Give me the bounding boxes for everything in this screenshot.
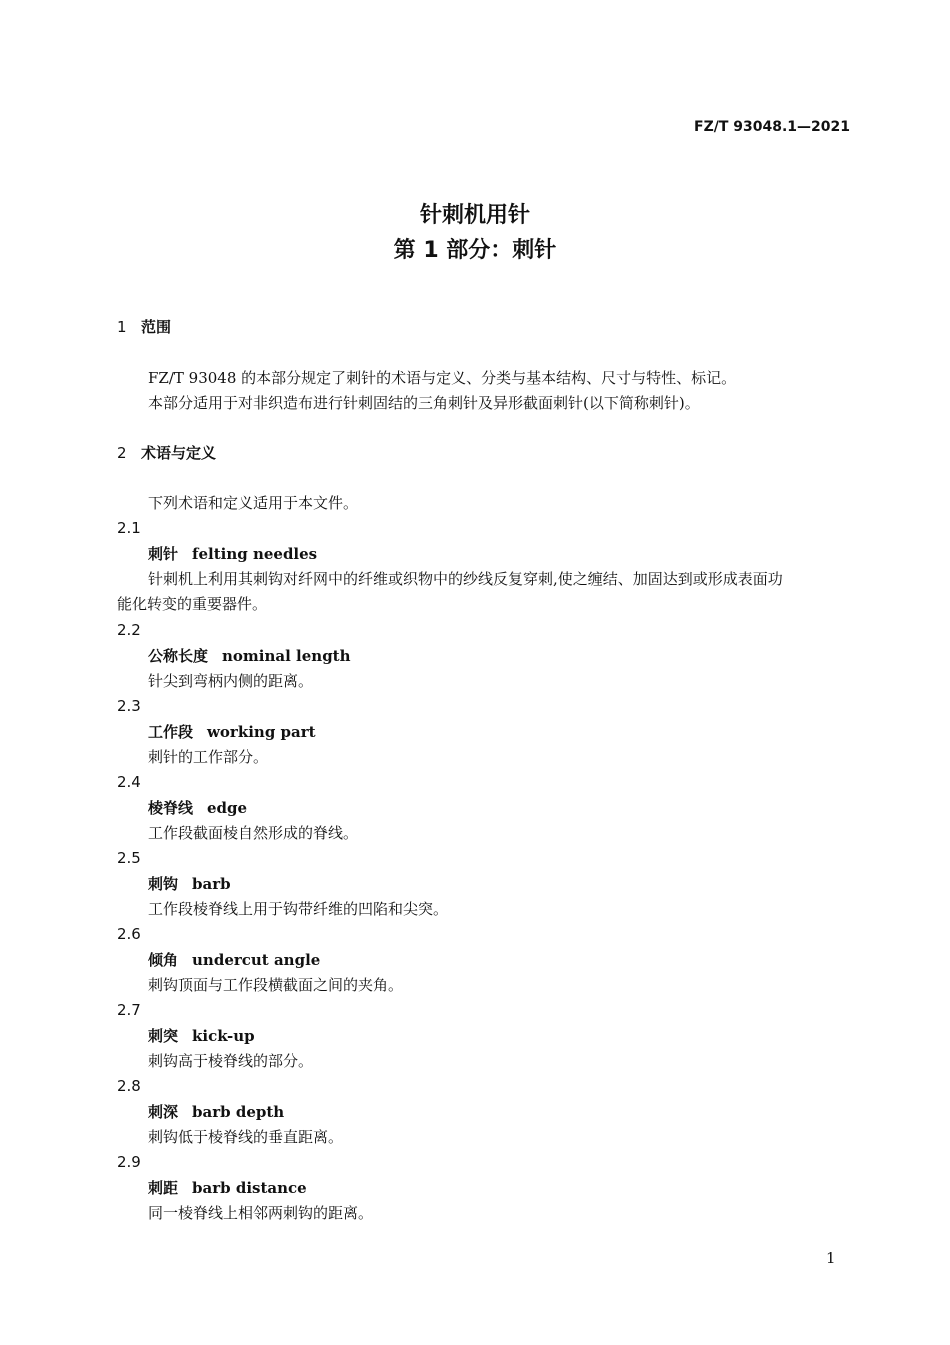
paragraph: 本部分适用于对非织造布进行针刺固结的三角刺针及异形截面刺针(以下简称刺针)。 <box>148 394 700 412</box>
term-entry <box>148 544 317 564</box>
paragraph: FZ/T 93048 的本部分规定了刺针的术语与定义、分类与基本结构、尺寸与特性、标记。 <box>148 369 737 387</box>
term-chinese: 刺距 <box>148 1179 179 1197</box>
term-chinese: 倾角 <box>148 951 179 969</box>
term-definition: 同一棱脊线上相邻两刺钩的距离。 <box>148 1204 374 1222</box>
section-2-heading <box>117 443 216 463</box>
term-entry <box>148 722 316 742</box>
term-definition: 刺针的工作部分。 <box>148 748 269 766</box>
term-chinese: 棱脊线 <box>148 799 194 817</box>
term-chinese: 公称长度 <box>148 647 209 665</box>
term-entry <box>148 874 231 894</box>
term-definition-continued: 能化转变的重要器件。 <box>117 595 268 613</box>
term-definition: 工作段截面棱自然形成的脊线。 <box>148 824 359 842</box>
term-number: 2.7 <box>117 1001 141 1019</box>
term-entry <box>148 1026 255 1046</box>
term-chinese: 刺突 <box>148 1027 179 1045</box>
term-entry <box>148 950 320 970</box>
term-english: kick-up <box>192 1027 255 1045</box>
term-english: undercut angle <box>192 951 321 969</box>
section-title: 术语与定义 <box>141 444 217 462</box>
document-title: 针刺机用针 <box>419 203 530 228</box>
document-subtitle: 第 1 部分：刺针 <box>393 238 557 263</box>
term-number: 2.9 <box>117 1153 141 1171</box>
page-number: 1 <box>826 1249 836 1267</box>
term-number: 2.1 <box>117 519 141 537</box>
term-chinese: 刺钩 <box>148 875 179 893</box>
term-english: barb depth <box>192 1103 285 1121</box>
term-entry <box>148 1102 284 1122</box>
term-english: barb distance <box>192 1179 307 1197</box>
term-entry <box>148 798 247 818</box>
term-chinese: 刺针 <box>148 545 179 563</box>
term-english: nominal length <box>222 647 351 665</box>
term-number: 2.2 <box>117 621 141 639</box>
section-title: 范围 <box>141 318 172 336</box>
term-english: barb <box>192 875 231 893</box>
term-number: 2.3 <box>117 697 141 715</box>
term-definition: 工作段棱脊线上用于钩带纤维的凹陷和尖突。 <box>148 900 449 918</box>
term-english: felting needles <box>192 545 318 563</box>
term-number: 2.6 <box>117 925 141 943</box>
term-definition: 刺钩顶面与工作段横截面之间的夹角。 <box>148 976 404 994</box>
term-entry <box>148 1178 307 1198</box>
term-number: 2.8 <box>117 1077 141 1095</box>
section-1-heading <box>117 317 171 337</box>
term-number: 2.5 <box>117 849 141 867</box>
term-english: edge <box>207 799 248 817</box>
standard-number: FZ/T 93048.1—2021 <box>694 119 850 135</box>
term-entry <box>148 646 351 666</box>
term-definition: 针刺机上利用其刺钩对纤网中的纤维或织物中的纱线反复穿刺,使之缠结、加固达到或形成表面功 <box>148 570 783 588</box>
section-number: 2 <box>117 444 127 462</box>
term-chinese: 工作段 <box>148 723 194 741</box>
paragraph: 下列术语和定义适用于本文件。 <box>148 494 359 512</box>
term-chinese: 刺深 <box>148 1103 179 1121</box>
section-number: 1 <box>117 318 127 336</box>
term-definition: 刺钩低于棱脊线的垂直距离。 <box>148 1128 344 1146</box>
term-number: 2.4 <box>117 773 141 791</box>
term-definition: 针尖到弯柄内侧的距离。 <box>148 672 314 690</box>
term-english: working part <box>207 723 316 741</box>
term-definition: 刺钩高于棱脊线的部分。 <box>148 1052 314 1070</box>
